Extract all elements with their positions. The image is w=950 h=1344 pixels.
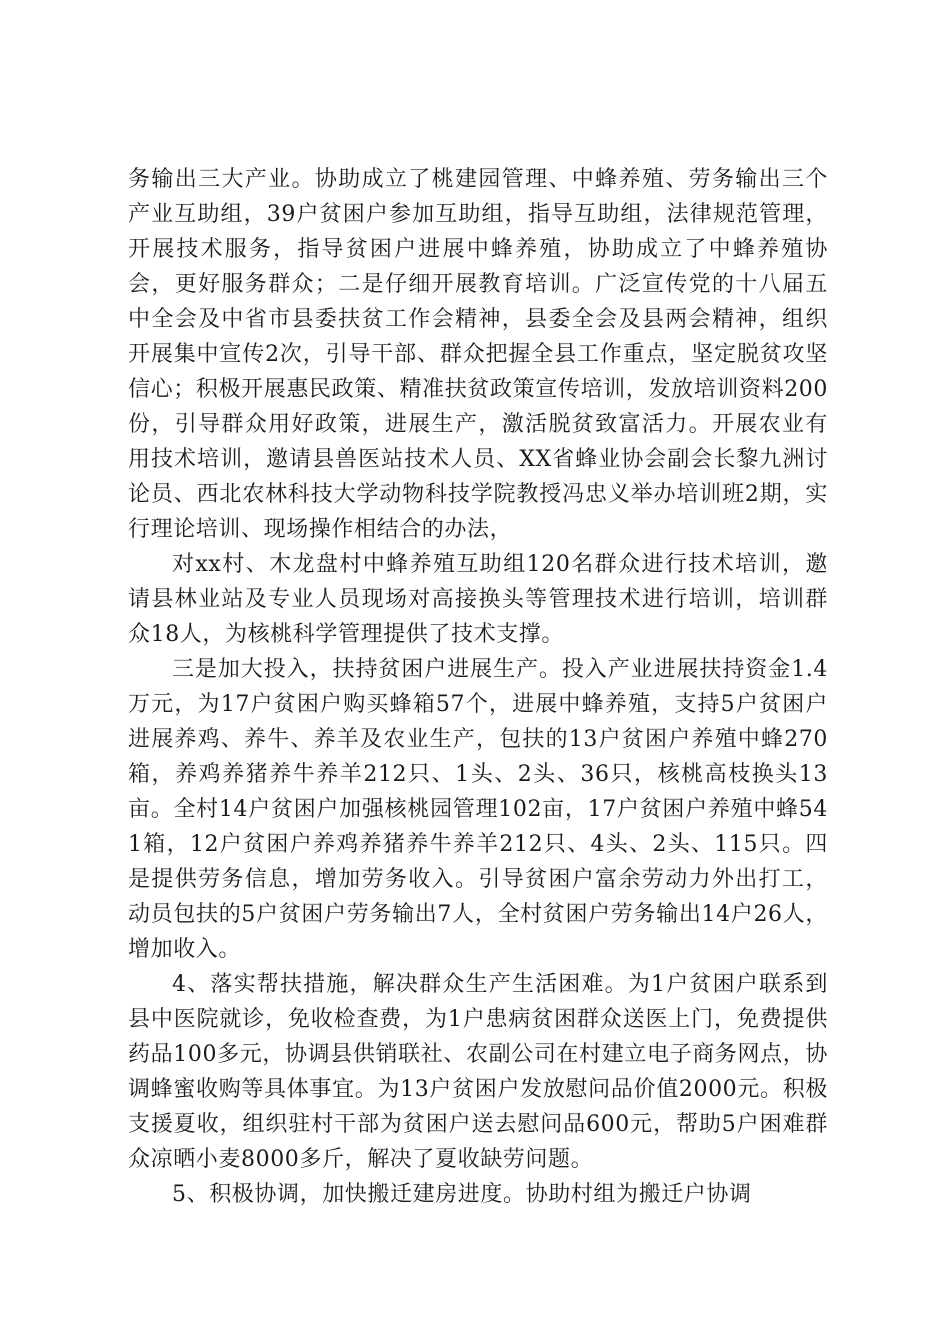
paragraph-relocation-coordination: 5、积极协调，加快搬迁建房进度。协助村组为搬迁户协调 — [172, 1182, 752, 1207]
paragraph-technical-training: 对xx村、木龙盘村中蜂养殖互助组120名群众进行技术培训，邀请县林业站及专业人员现场对高接换头等管理技术进行培训，培训群众18人，为核桃科学管理提供了技术支撑。 — [128, 552, 828, 647]
paragraph-assistance-measures: 4、落实帮扶措施，解决群众生产生活困难。为1户贫困户联系到县中医院就诊，免收检查费，为1户患病贫困群众送医上门，免费提供药品100多元，协调县供销联社、农副公司在村建立电子商务网点，协调蜂蜜收购等具体事宜。为13户贫困户发放慰问品价值2000元。积极支援夏收，组织驻村干部为贫困户送去慰问品600元，帮助5户困难群众凉晒小麦8000多斤，解决了夏收缺劳问题。 — [128, 972, 828, 1172]
document-body — [128, 162, 828, 1212]
paragraph-investment-support: 三是加大投入，扶持贫困户进展生产。投入产业进展扶持资金1.4万元，为17户贫困户购买蜂箱57个，进展中蜂养殖，支持5户贫困户进展养鸡、养牛、养羊及农业生产，包扶的13户贫困户养殖中蜂270箱，养鸡养猪养牛养羊212只、1头、2头、36只，核桃高枝换头13亩。全村14户贫困户加强核桃园管理102亩，17户贫困户养殖中蜂541箱，12户贫困户养鸡养猪养牛养羊212只、4头、2头、115只。四是提供劳务信息，增加劳务收入。引导贫困户富余劳动力外出打工，动员包扶的5户贫困户劳务输出7人，全村贫困户劳务输出14户26人，增加收入。 — [128, 657, 828, 962]
paragraph-industry-training: 务输出三大产业。协助成立了桃建园管理、中蜂养殖、劳务输出三个产业互助组，39户贫困户参加互助组，指导互助组，法律规范管理，开展技术服务，指导贫困户进展中蜂养殖，协助成立了中蜂养殖协会，更好服务群众；二是仔细开展教育培训。广泛宣传党的十八届五中全会及中省市县委扶贫工作会精神，县委全会及县两会精神，组织开展集中宣传2次，引导干部、群众把握全县工作重点，坚定脱贫攻坚信心；积极开展惠民政策、精准扶贫政策宣传培训，发放培训资料200份，引导群众用好政策，进展生产，激活脱贫致富活力。开展农业有用技术培训，邀请县兽医站技术人员、XX省蜂业协会副会长黎九洲讨论员、西北农林科技大学动物科技学院教授冯忠义举办培训班2期，实行理论培训、现场操作相结合的办法， — [128, 167, 828, 542]
